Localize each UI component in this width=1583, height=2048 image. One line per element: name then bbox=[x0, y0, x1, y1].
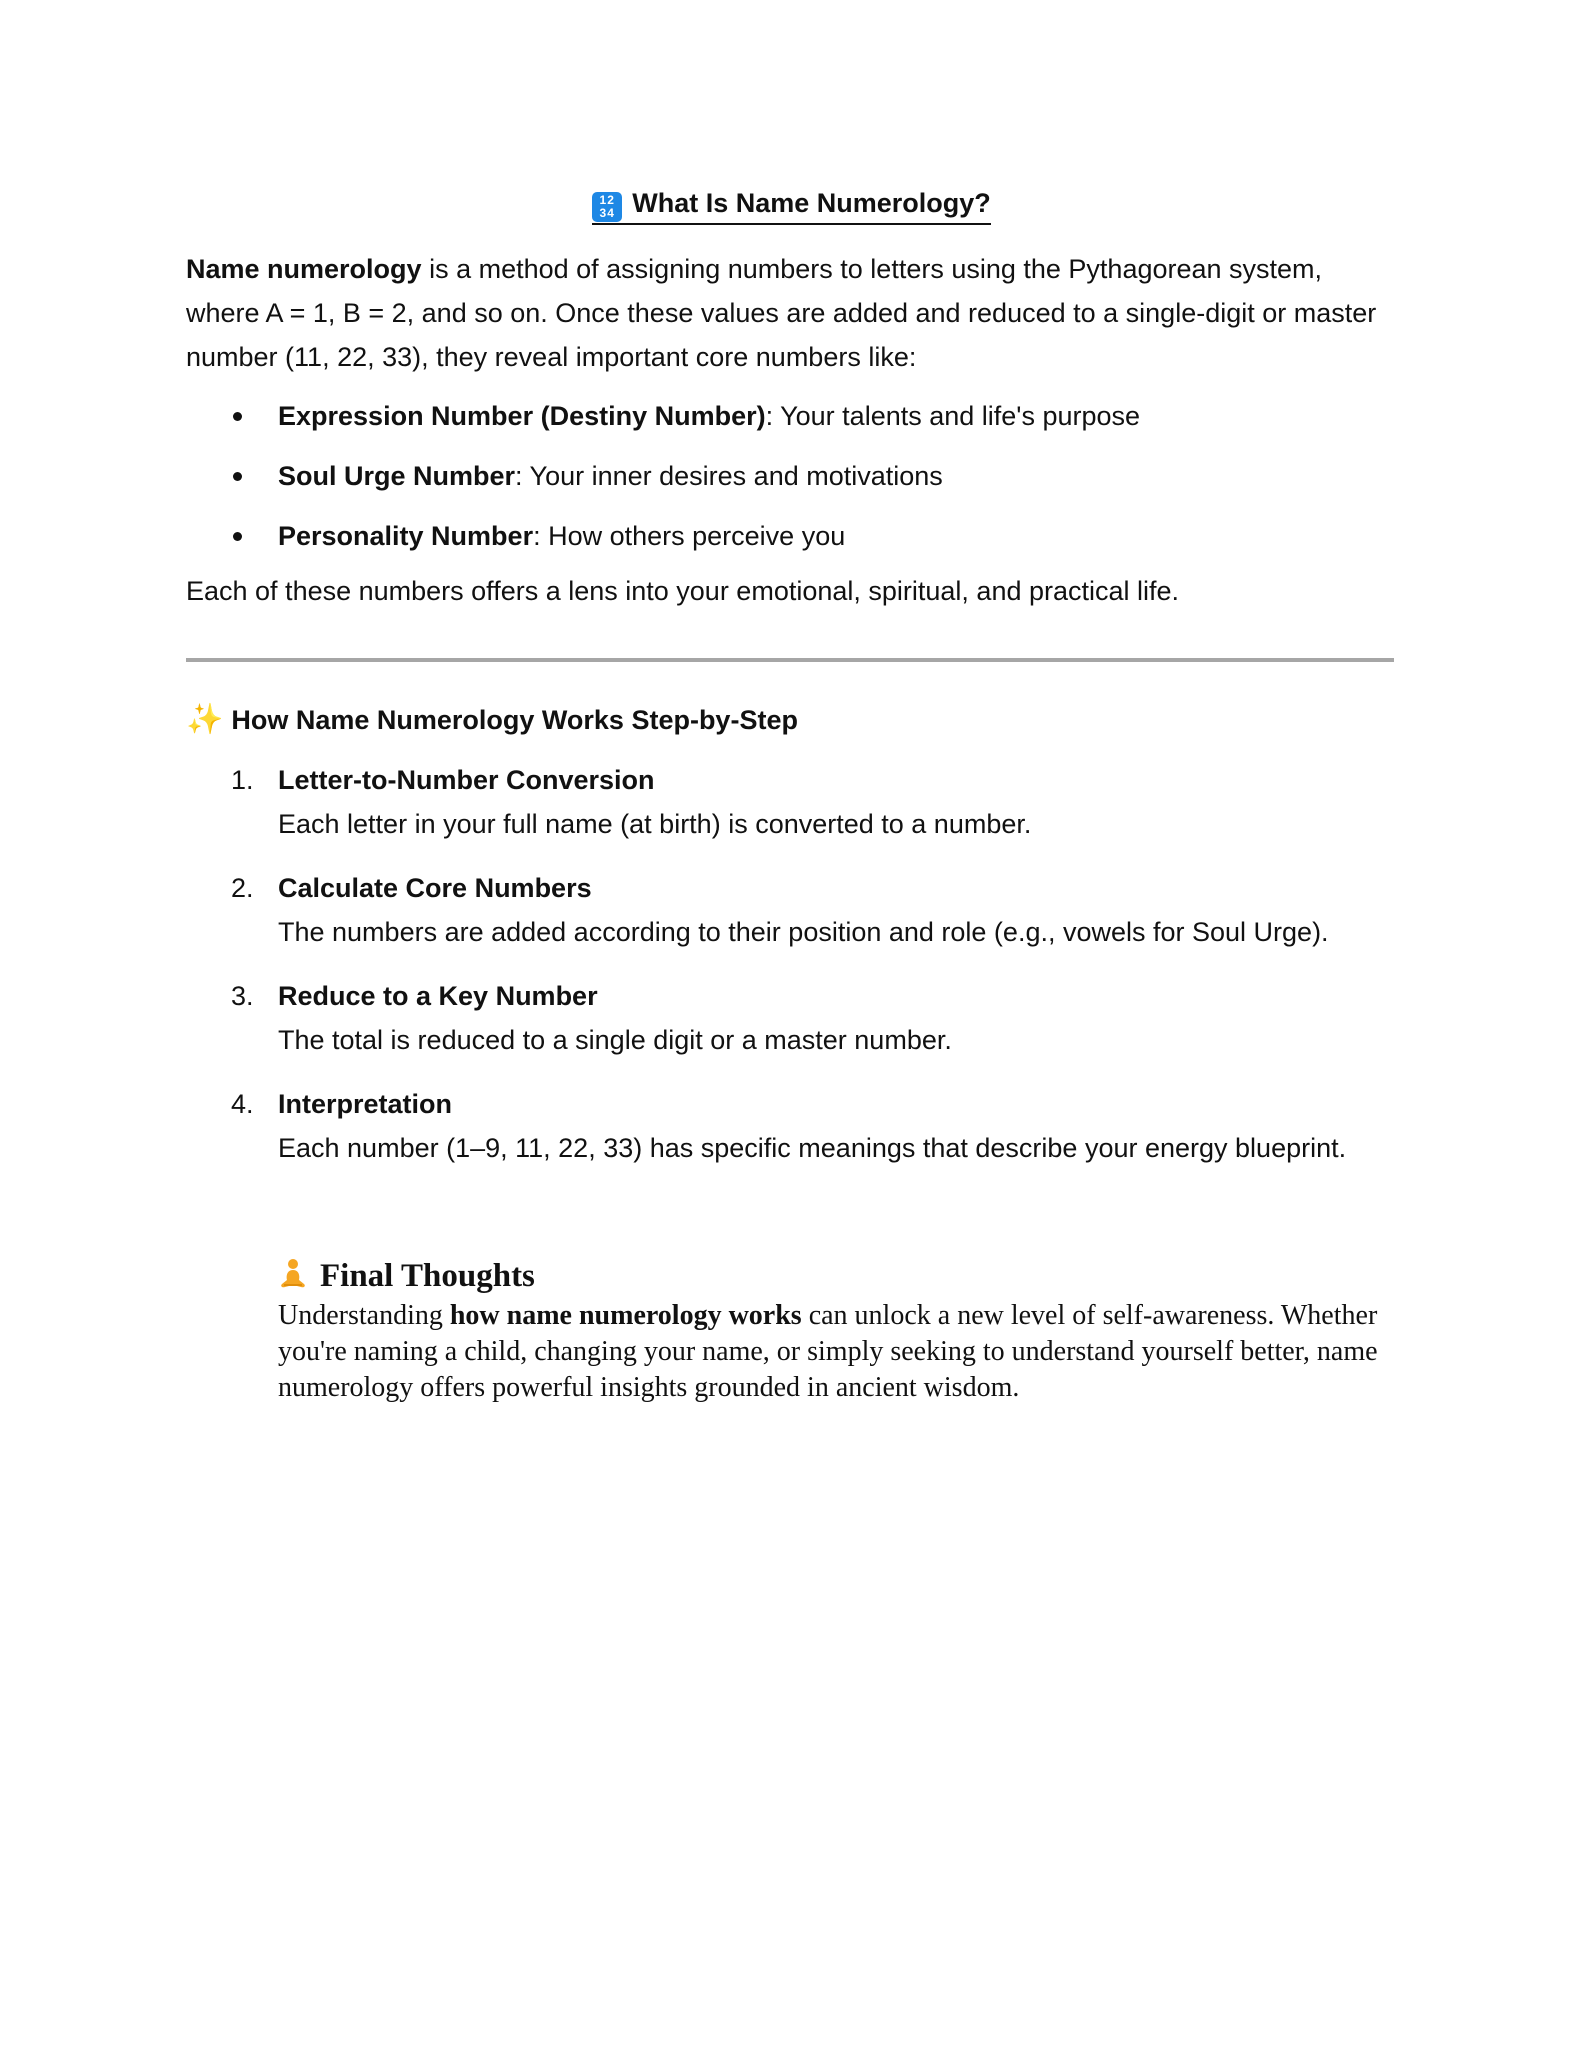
meditating-person-icon bbox=[278, 1258, 308, 1290]
section-title-what-is bbox=[0, 188, 1583, 225]
list-item bbox=[186, 454, 1386, 498]
list-item bbox=[186, 1082, 1416, 1170]
section-title-text: What Is Name Numerology? bbox=[632, 188, 991, 218]
bullet-icon bbox=[233, 412, 242, 421]
step-number: 3. bbox=[231, 981, 254, 1011]
list-item bbox=[186, 974, 1416, 1062]
list-item bbox=[186, 394, 1386, 438]
step-desc: The total is reduced to a single digit or a master number. bbox=[278, 1025, 952, 1055]
step-title: Letter-to-Number Conversion bbox=[278, 765, 655, 795]
section-title-how-it-works bbox=[186, 698, 798, 742]
bullet-term: Personality Number bbox=[278, 521, 534, 551]
step-number: 2. bbox=[231, 873, 254, 903]
bullet-term: Expression Number (Destiny Number) bbox=[278, 401, 766, 431]
bullet-term: Soul Urge Number bbox=[278, 461, 516, 491]
bullet-desc: : How others perceive you bbox=[533, 521, 846, 551]
section-heading-text: How Name Numerology Works Step-by-Step bbox=[231, 705, 798, 735]
step-title: Reduce to a Key Number bbox=[278, 981, 598, 1011]
step-number: 1. bbox=[231, 765, 254, 795]
bullet-desc: : Your talents and life's purpose bbox=[765, 401, 1141, 431]
final-thoughts-paragraph: Understanding how name numerology works can unlock a new level of self-awareness. Whether you're naming a child, changing your name, or simply seeking to understand yourself better, name numerology offers powerful insights grounded in ancient wisdom. bbox=[278, 1300, 1378, 1403]
final-thoughts-heading bbox=[278, 1254, 1408, 1298]
intro-bold-term: Name numerology bbox=[186, 254, 422, 284]
input-numbers-icon: 12 34 bbox=[592, 192, 622, 222]
bullet-icon bbox=[233, 532, 242, 541]
bullet-desc: : Your inner desires and motivations bbox=[515, 461, 943, 491]
step-desc: Each number (1–9, 11, 22, 33) has specific meanings that describe your energy blueprint. bbox=[278, 1133, 1347, 1163]
list-item bbox=[186, 514, 1386, 558]
final-thoughts-section bbox=[278, 1254, 1408, 1406]
horizontal-divider bbox=[186, 658, 1394, 662]
step-number: 4. bbox=[231, 1089, 254, 1119]
final-bold-phrase: how name numerology works bbox=[449, 1300, 802, 1331]
step-title: Interpretation bbox=[278, 1089, 453, 1119]
step-title: Calculate Core Numbers bbox=[278, 873, 592, 903]
core-numbers-list bbox=[186, 394, 1386, 574]
sparkles-icon: ✨ bbox=[186, 703, 224, 736]
list-item bbox=[186, 758, 1416, 846]
closing-paragraph: Each of these numbers offers a lens into your emotional, spiritual, and practical life. bbox=[186, 576, 1180, 606]
intro-paragraph bbox=[186, 247, 1396, 379]
final-thoughts-title: Final Thoughts bbox=[320, 1258, 535, 1294]
step-desc: The numbers are added according to their position and role (e.g., vowels for Soul Urge). bbox=[278, 917, 1329, 947]
step-desc: Each letter in your full name (at birth) is converted to a number. bbox=[278, 809, 1032, 839]
intro-text: is a method of assigning numbers to letters using the Pythagorean system, where A = 1, B = 2, and so on. Once these values are added and reduced to a single-digit or master number (11, 22, 33), they reveal important core numbers like: bbox=[186, 254, 1377, 372]
list-item bbox=[186, 866, 1416, 954]
steps-list bbox=[186, 758, 1416, 1190]
bullet-icon bbox=[233, 472, 242, 481]
